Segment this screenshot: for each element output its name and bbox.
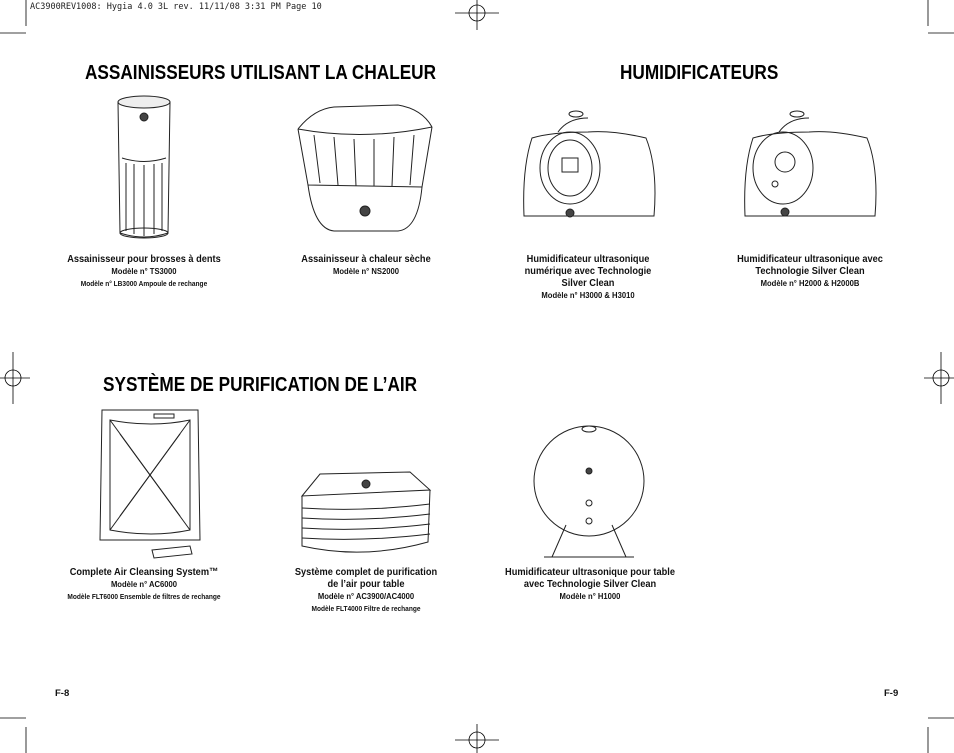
ultrasonic-humidifier-image	[733, 108, 887, 226]
caption-digital-humidifier	[488, 253, 688, 301]
air-cleansing-system-image	[94, 408, 204, 562]
product-name: Complete Air Cleansing System™	[69, 566, 219, 578]
page-number-right: F-9	[884, 688, 899, 699]
product-name-line: de l’air pour table	[327, 578, 405, 591]
toothbrush-sanitizer-image	[112, 93, 177, 243]
caption-ultrasonic-humidifier	[710, 253, 910, 289]
digital-humidifier-image	[512, 108, 666, 226]
refill-model: Modèle FLT4000 Filtre de rechange	[311, 603, 421, 613]
model-number: Modèle n° AC3900/AC4000	[317, 591, 415, 602]
product-name-line: Humidificateur ultrasonique	[526, 253, 650, 265]
product-name: Assainisseur à chaleur sèche	[301, 253, 431, 265]
product-name-line: avec Technologie Silver Clean	[523, 578, 657, 591]
model-number: Modèle n° NS2000	[333, 266, 399, 277]
section-title-air-purification: SYSTÈME DE PURIFICATION DE L’AIR	[103, 374, 418, 396]
product-name-line: Humidificateur ultrasonique pour table	[505, 566, 675, 578]
model-number: Modèle n° AC6000	[110, 579, 178, 590]
refill-model: Modèle FLT6000 Ensemble de filtres de rechange	[67, 591, 221, 601]
table-air-purifier-image	[298, 470, 432, 562]
table-humidifier-image	[530, 421, 648, 561]
caption-air-cleansing-system	[44, 566, 244, 601]
print-slug: AC3900REV1008: Hygia 4.0 3L rev. 11/11/08 3:31 PM Page 10	[30, 2, 322, 12]
product-name-line: Silver Clean	[561, 277, 615, 290]
product-name: Assainisseur pour brosses à dents	[67, 253, 221, 265]
page-number-left: F-8	[55, 688, 70, 699]
product-name-line: Humidificateur ultrasonique avec	[737, 253, 883, 265]
section-title-heat-sanitizers: ASSAINISSEURS UTILISANT LA CHALEUR	[85, 62, 437, 84]
product-name-line: Technologie Silver Clean	[755, 265, 865, 278]
refill-model: Modèle n° LB3000 Ampoule de rechange	[80, 278, 208, 288]
product-name-line: numérique avec Technologie	[524, 265, 652, 278]
product-name-line: Système complet de purification	[294, 566, 438, 578]
model-number: Modèle n° H1000	[559, 591, 621, 602]
model-number: Modèle n° H2000 & H2000B	[760, 278, 860, 289]
caption-table-humidifier	[480, 566, 700, 602]
model-number: Modèle n° H3000 & H3010	[541, 290, 635, 301]
model-number: Modèle n° TS3000	[111, 266, 177, 277]
caption-toothbrush-sanitizer	[44, 253, 244, 288]
caption-table-air-purifier	[266, 566, 466, 613]
caption-dry-heat-sanitizer	[266, 253, 466, 277]
dry-heat-sanitizer-image	[294, 99, 436, 237]
section-title-humidifiers: HUMIDIFICATEURS	[620, 62, 779, 84]
